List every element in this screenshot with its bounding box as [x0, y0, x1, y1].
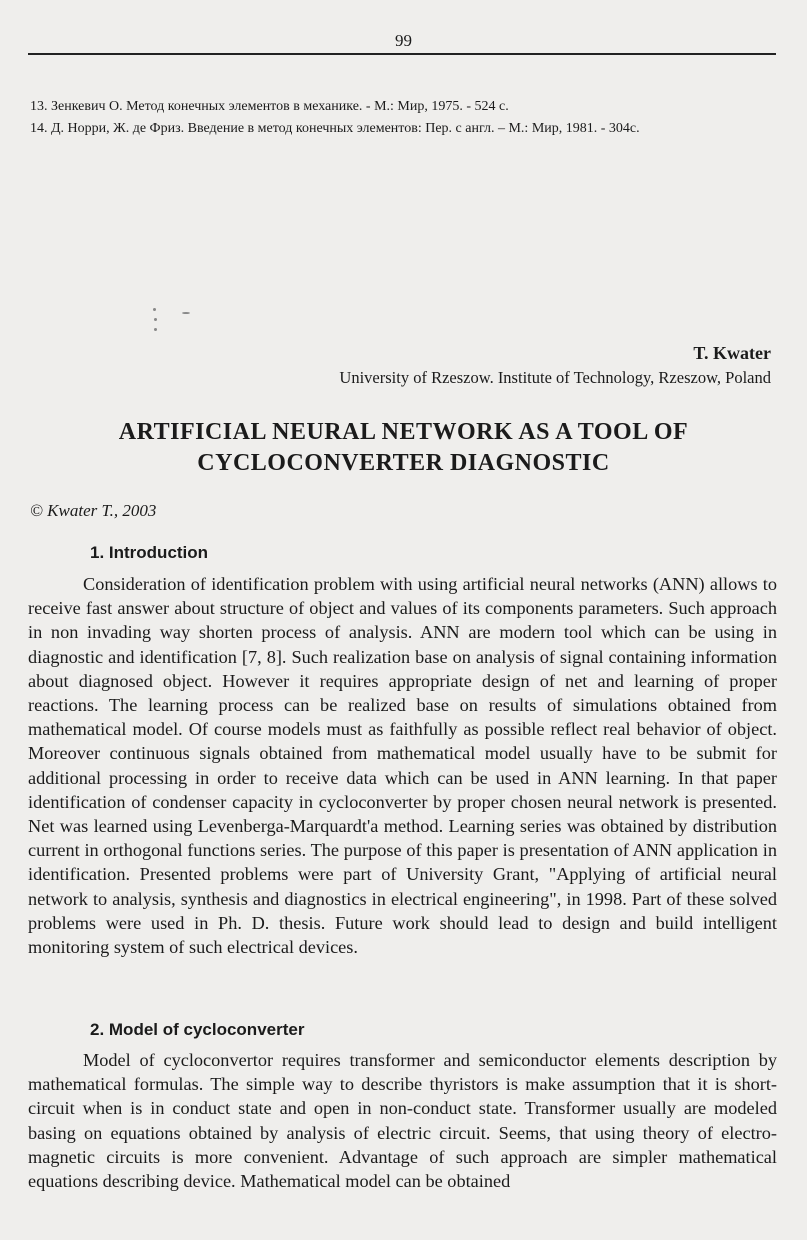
- scan-speck: [153, 308, 156, 311]
- header-rule: [28, 53, 776, 55]
- reference-item: 13. Зенкевич О. Метод конечных элементов в механике. - М.: Мир, 1975. - 524 с.: [30, 99, 509, 114]
- scan-speck: [154, 318, 157, 321]
- title-line: CYCLOCONVERTER DIAGNOSTIC: [197, 450, 610, 476]
- section-heading-model: 2. Model of cycloconverter: [90, 1020, 305, 1039]
- author-affiliation: University of Rzeszow. Institute of Technology, Rzeszow, Poland: [339, 368, 771, 387]
- article-title: [0, 417, 807, 479]
- copyright-notice: © Kwater T., 2003: [30, 501, 157, 520]
- scan-speck: [154, 328, 157, 331]
- title-line: ARTIFICIAL NEURAL NETWORK AS A TOOL OF: [118, 419, 689, 445]
- reference-item: 14. Д. Норри, Ж. де Фриз. Введение в метод конечных элементов: Пер. с англ. – М.: Мир, 1981. - 304с.: [30, 121, 640, 136]
- author-name: T. Kwater: [693, 343, 771, 363]
- section-heading-introduction: 1. Introduction: [90, 543, 209, 562]
- section-text-introduction: Consideration of identification problem with using artificial neural networks (ANN) allows to receive fast answer about structure of object and values of its components parameters. Such approach in non invading way shorten process of analysis. ANN are modern tool which can be using in diagnostic and identification [7, 8]. Such realization base on analysis of signal containing information about diagnosed object. However it requires appropriate design of net and learning of proper reactions. The learning process can be realized base on results of simulations obtained from mathematical model. Of course models must as faithfully as possible reflect real behavior of object. Moreover continuous signals obtained from mathematical model usually have to be submit for additional processing in order to receive data which can be used in ANN learning. In that paper identification of condenser capacity in cycloconverter by proper chosen neural network is presented. Net was learned using Levenberga-Marquardt'a method. Learning series was obtained by distribution current in orthogonal functions series. The purpose of this paper is presentation of ANN application in identification. Presented problems were part of University Grant, "Applying of artificial neural network to analysis, synthesis and diagnostics in electrical engineering", in 1998. Part of these solved problems were used in Ph. D. thesis. Future work should lead to design and build intelligent monitoring system of such electrical devices.: [28, 574, 777, 958]
- scan-speck: [182, 312, 190, 314]
- page-number: 99: [395, 31, 412, 50]
- section-text-model: Model of cycloconvertor requires transformer and semiconductor elements description by mathematical formulas. The simple way to describe thyristors is make assumption that it is short-circuit when is in conduct state and open in non-conduct state. Transformer usually are modeled basing on equations obtained by analysis of electric circuit. Seems, that using theory of electro-magnetic circuits is more convenient. Advantage of such approach are simpler mathematical equations describing device. Mathematical model can be obtained: [28, 1050, 777, 1192]
- reference-list: [30, 96, 790, 140]
